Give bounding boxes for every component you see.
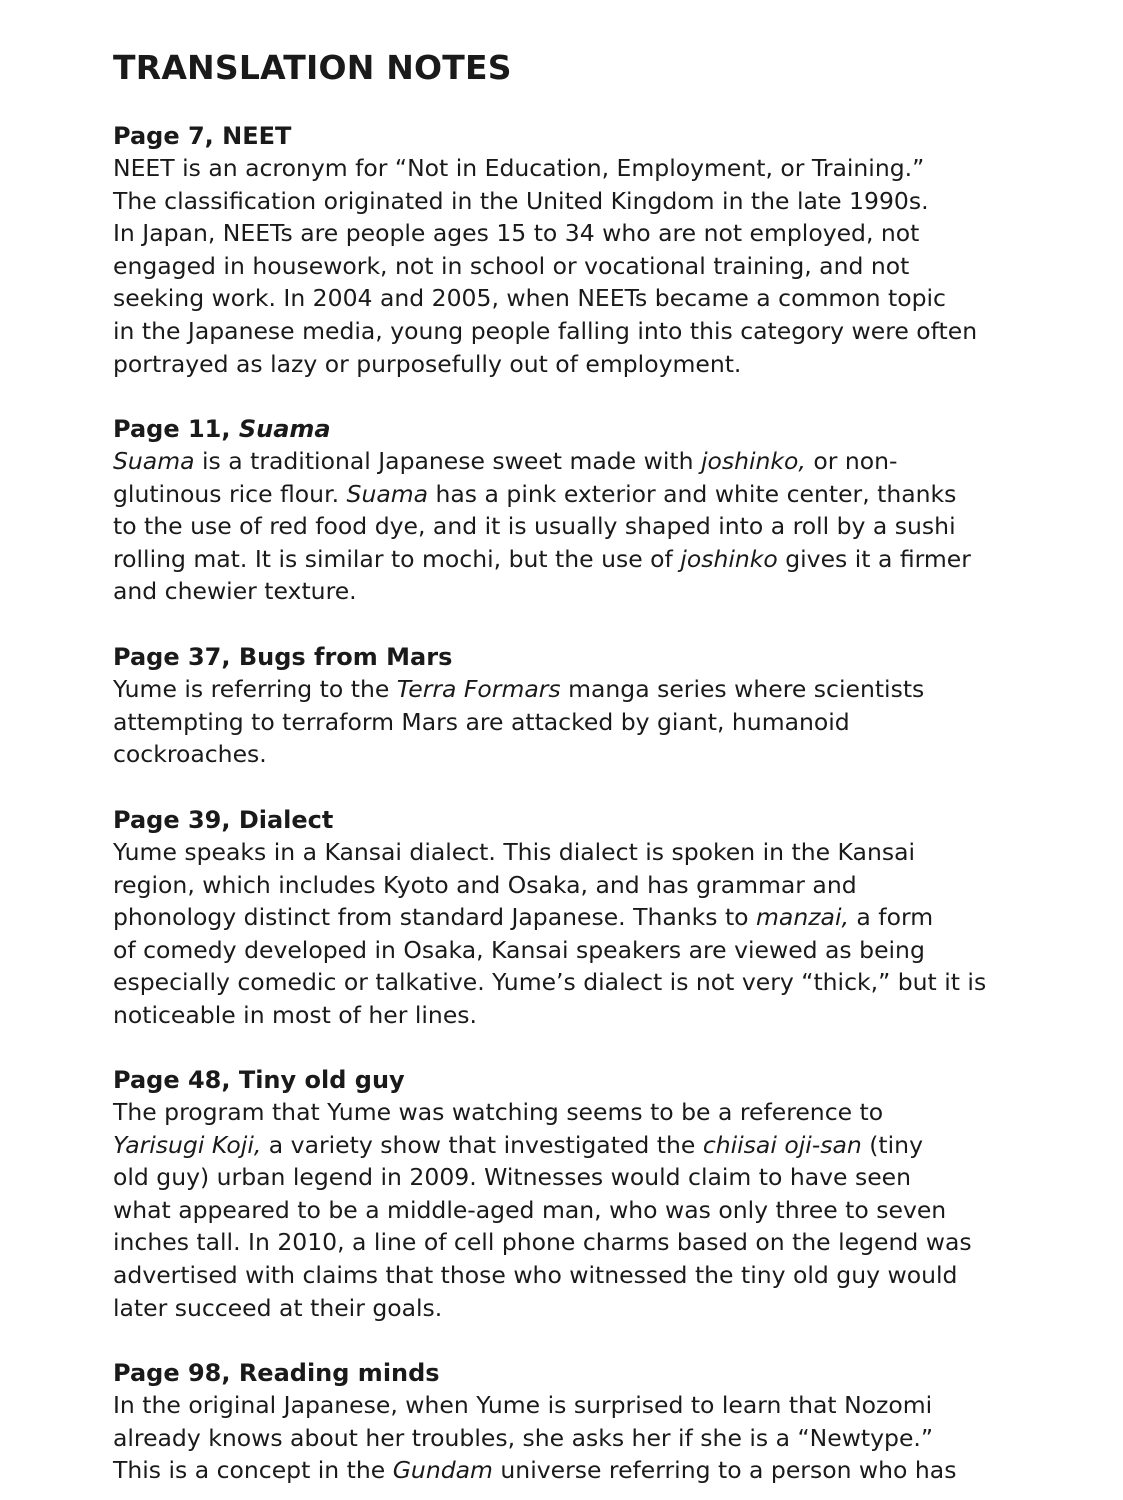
note-body [113, 152, 1043, 380]
body-line [113, 836, 1043, 869]
note-page-37-bugs-from-mars [113, 641, 1043, 771]
text-run: Page 98, Reading minds [113, 1359, 440, 1387]
body-line [113, 1259, 1043, 1292]
text-run: gives it a firmer [777, 544, 971, 573]
body-line [113, 1161, 1043, 1194]
text-run: region, which includes Kyoto and Osaka, and has grammar and [113, 870, 857, 899]
body-line [113, 348, 1043, 381]
italic-text: Suama [113, 447, 195, 475]
note-heading [113, 413, 1043, 445]
body-line [113, 869, 1043, 902]
italic-text: Suama [238, 415, 331, 443]
body-line [113, 510, 1043, 543]
body-line [113, 673, 1043, 706]
body-line [113, 315, 1043, 348]
note-body [113, 673, 1043, 771]
body-line [113, 706, 1043, 739]
italic-text: Terra Formars [396, 675, 561, 703]
text-run: In the original Japanese, when Yume is surprised to learn that Nozomi [113, 1391, 933, 1419]
text-run: cockroaches. [113, 740, 267, 769]
text-run: a form [848, 903, 934, 932]
text-run: of comedy developed in Osaka, Kansai speakers are viewed as being [113, 935, 925, 964]
body-line [113, 1129, 1043, 1162]
note-body [113, 836, 1043, 1032]
text-run: already knows about her troubles, she asks her if she is a “Newtype.” [113, 1423, 934, 1452]
text-run: noticeable in most of her lines. [113, 1000, 477, 1029]
text-run: NEET is an acronym for “Not in Education, Employment, or Training.” [113, 154, 925, 182]
italic-text: Gundam [392, 1456, 493, 1485]
text-run: rolling mat. It is similar to mochi, but the use of [113, 544, 681, 573]
note-page-48-tiny-old-guy [113, 1064, 1043, 1324]
note-page-7-neet [113, 120, 1043, 380]
body-line [113, 152, 1043, 185]
text-run: Page 11, [113, 415, 239, 443]
note-body [113, 1389, 1043, 1487]
body-line [113, 966, 1043, 999]
text-run: Page 39, Dialect [113, 806, 334, 834]
body-line [113, 1454, 1043, 1487]
text-run: Page 48, Tiny old guy [113, 1066, 405, 1094]
text-run: phonology distinct from standard Japanese. Thanks to [113, 903, 757, 932]
note-heading [113, 804, 1043, 836]
text-run: The program that Yume was watching seems to be a reference to [113, 1098, 884, 1126]
text-run: is a traditional Japanese sweet made with [194, 447, 701, 475]
text-run: universe referring to a person who has [492, 1456, 957, 1485]
text-run: This is a concept in the [113, 1456, 393, 1485]
body-line [113, 738, 1043, 771]
italic-text: manzai, [756, 903, 849, 932]
body-line [113, 185, 1043, 218]
italic-text: joshinko, [700, 447, 806, 475]
text-run: Page 7, NEET [113, 122, 292, 150]
text-run: The classification originated in the United Kingdom in the late 1990s. [113, 186, 929, 215]
text-run: In Japan, NEETs are people ages 15 to 34 who are not employed, not [113, 219, 920, 248]
text-run: manga series where scientists [560, 675, 925, 703]
body-line [113, 1226, 1043, 1259]
text-run: a variety show that investigated the [261, 1130, 703, 1159]
translation-notes-page [113, 48, 1043, 1485]
body-line [113, 445, 1043, 478]
text-run: engaged in housework, not in school or vocational training, and not [113, 251, 910, 280]
body-line [113, 1389, 1043, 1422]
text-run: Page 37, Bugs from Mars [113, 643, 453, 671]
body-line [113, 575, 1043, 608]
body-line [113, 999, 1043, 1032]
text-run: portrayed as lazy or purposefully out of employment. [113, 349, 742, 378]
note-heading [113, 641, 1043, 673]
text-run: seeking work. In 2004 and 2005, when NEETs became a common topic [113, 284, 946, 313]
text-run: later succeed at their goals. [113, 1293, 443, 1322]
note-page-39-dialect [113, 804, 1043, 1032]
text-run: and chewier texture. [113, 577, 357, 606]
body-line [113, 543, 1043, 576]
body-line [113, 1292, 1043, 1325]
text-run: has a pink exterior and white center, thanks [428, 479, 957, 508]
italic-text: joshinko [680, 544, 778, 573]
text-run: in the Japanese media, young people falling into this category were often [113, 316, 978, 345]
italic-text: Suama [346, 479, 429, 508]
text-run: advertised with claims that those who witnessed the tiny old guy would [113, 1260, 958, 1289]
text-run: Yume is referring to the [113, 675, 397, 703]
text-run: inches tall. In 2010, a line of cell phone charms based on the legend was [113, 1228, 972, 1257]
body-line [113, 934, 1043, 967]
body-line [113, 1422, 1043, 1455]
text-run: what appeared to be a middle-aged man, who was only three to seven [113, 1195, 947, 1224]
body-line [113, 1194, 1043, 1227]
note-page-98-reading-minds [113, 1357, 1043, 1487]
note-heading [113, 1064, 1043, 1096]
italic-text: chiisai oji-san [702, 1130, 862, 1159]
text-run: old guy) urban legend in 2009. Witnesses would claim to have seen [113, 1163, 912, 1192]
text-run: or non- [805, 447, 898, 475]
body-line [113, 901, 1043, 934]
body-line [113, 250, 1043, 283]
note-heading [113, 1357, 1043, 1389]
text-run: Yume speaks in a Kansai dialect. This dialect is spoken in the Kansai [113, 838, 916, 866]
body-line [113, 282, 1043, 315]
body-line [113, 1096, 1043, 1129]
page-title: TRANSLATION NOTES [113, 48, 512, 87]
note-heading [113, 120, 1043, 152]
body-line [113, 478, 1043, 511]
text-run: to the use of red food dye, and it is usually shaped into a roll by a sushi [113, 512, 956, 541]
text-run: (tiny [861, 1130, 923, 1159]
note-page-11-suama [113, 413, 1043, 608]
text-run: glutinous rice flour. [113, 479, 347, 508]
text-run: attempting to terraform Mars are attacked by giant, humanoid [113, 707, 850, 736]
body-line [113, 217, 1043, 250]
text-run: especially comedic or talkative. Yume’s dialect is not very “thick,” but it is [113, 968, 987, 997]
italic-text: Yarisugi Koji, [113, 1130, 262, 1159]
note-body [113, 445, 1043, 608]
note-body [113, 1096, 1043, 1324]
